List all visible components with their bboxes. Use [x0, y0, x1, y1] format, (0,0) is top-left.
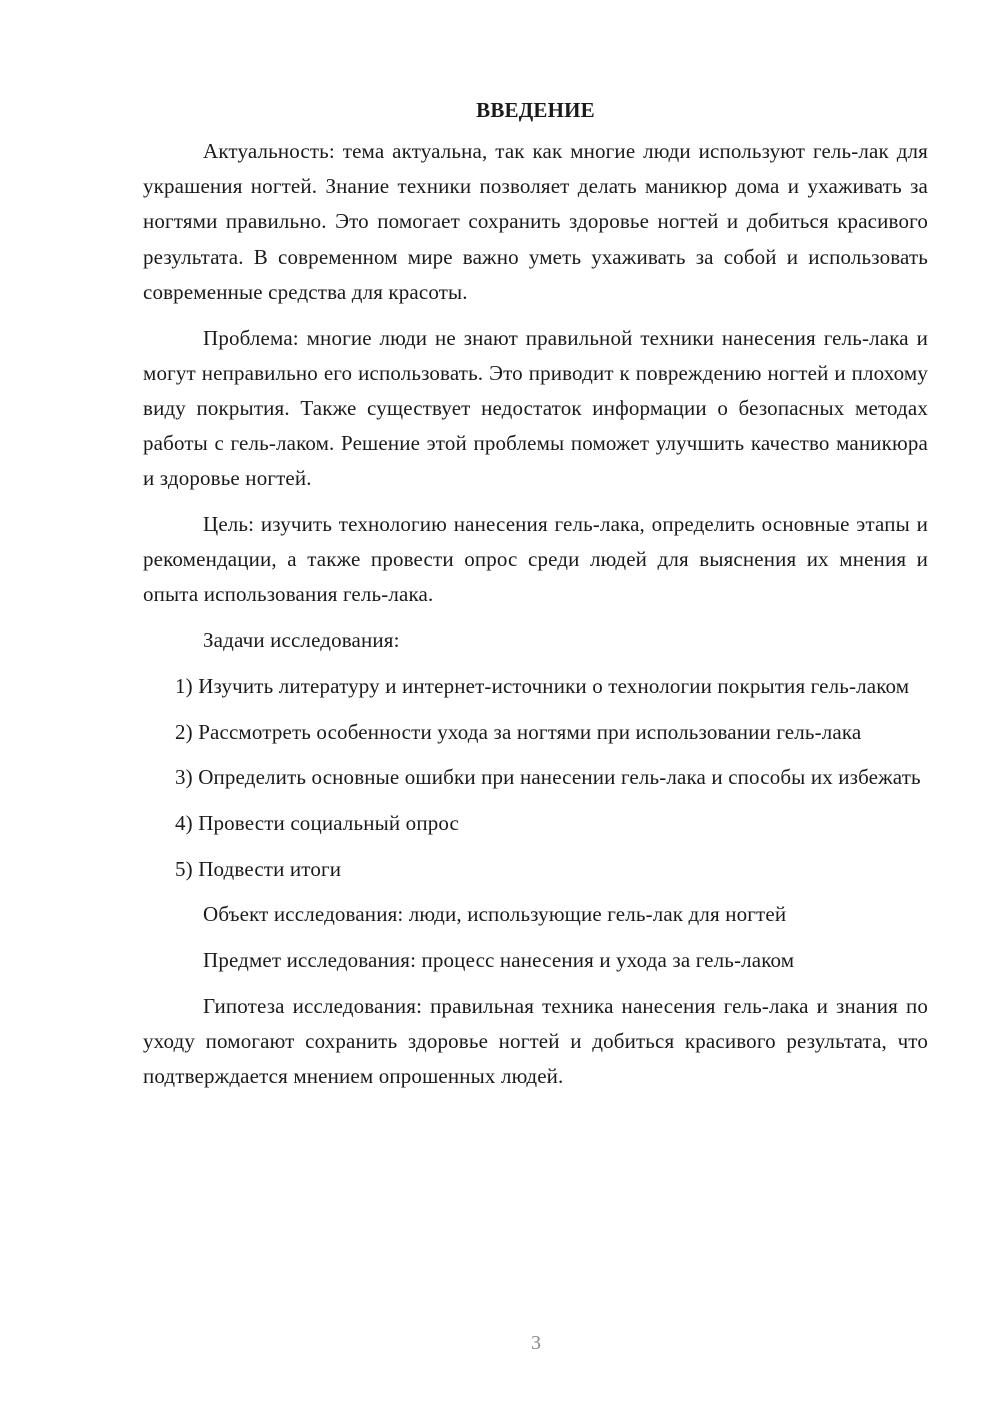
- research-object: Объект исследования: люди, использующие гель-лак для ногтей: [203, 902, 787, 927]
- tasks-list: [143, 669, 928, 887]
- section-heading: ВВЕДЕНИЕ: [476, 98, 595, 122]
- tasks-title: Задачи исследования:: [203, 628, 400, 653]
- research-hypothesis: Гипотеза исследования: правильная техника нанесения гель-лака и знания по уходу помогают сохранить здоровье ногтей и добиться красивого результата, что подтверждается мнением опрошенных людей.: [143, 993, 928, 1089]
- task-item: 5) Подвести итоги: [175, 856, 342, 881]
- relevance-paragraph: Актуальность: тема актуальна, так как многие люди используют гель-лак для украшения ногтей. Знание техники позволяет делать маникюр дома и ухаживать за ногтями правильно. Это помогает сохранить здоровье ногтей и добиться красивого результата. В современном мире важно уметь ухаживать за собой и использовать современные средства для красоты.: [143, 139, 928, 304]
- task-item: 3) Определить основные ошибки при нанесении гель-лака и способы их избежать: [175, 765, 921, 790]
- research-subject: Предмет исследования: процесс нанесения и ухода за гель-лаком: [203, 948, 795, 973]
- page-number: 3: [531, 1332, 541, 1354]
- goal-paragraph: Цель: изучить технологию нанесения гель-лака, определить основные этапы и рекомендации, а также провести опрос среди людей для выяснения их мнения и опыта использования гель-лака.: [143, 512, 928, 607]
- task-item: 1) Изучить литературу и интернет-источники о технологии покрытия гель-лаком: [175, 673, 910, 698]
- task-item: 4) Провести социальный опрос: [175, 810, 460, 835]
- task-item: 2) Рассмотреть особенности ухода за ногтями при использовании гель-лака: [175, 719, 862, 744]
- problem-paragraph: Проблема: многие люди не знают правильной техники нанесения гель-лака и могут неправильно его использовать. Это приводит к повреждению ногтей и плохому виду покрытия. Также существует недостаток информации о безопасных методах работы с гель-лаком. Решение этой проблемы поможет улучшить качество маникюра и здоровье ногтей.: [143, 325, 928, 491]
- document-page: [143, 94, 928, 1105]
